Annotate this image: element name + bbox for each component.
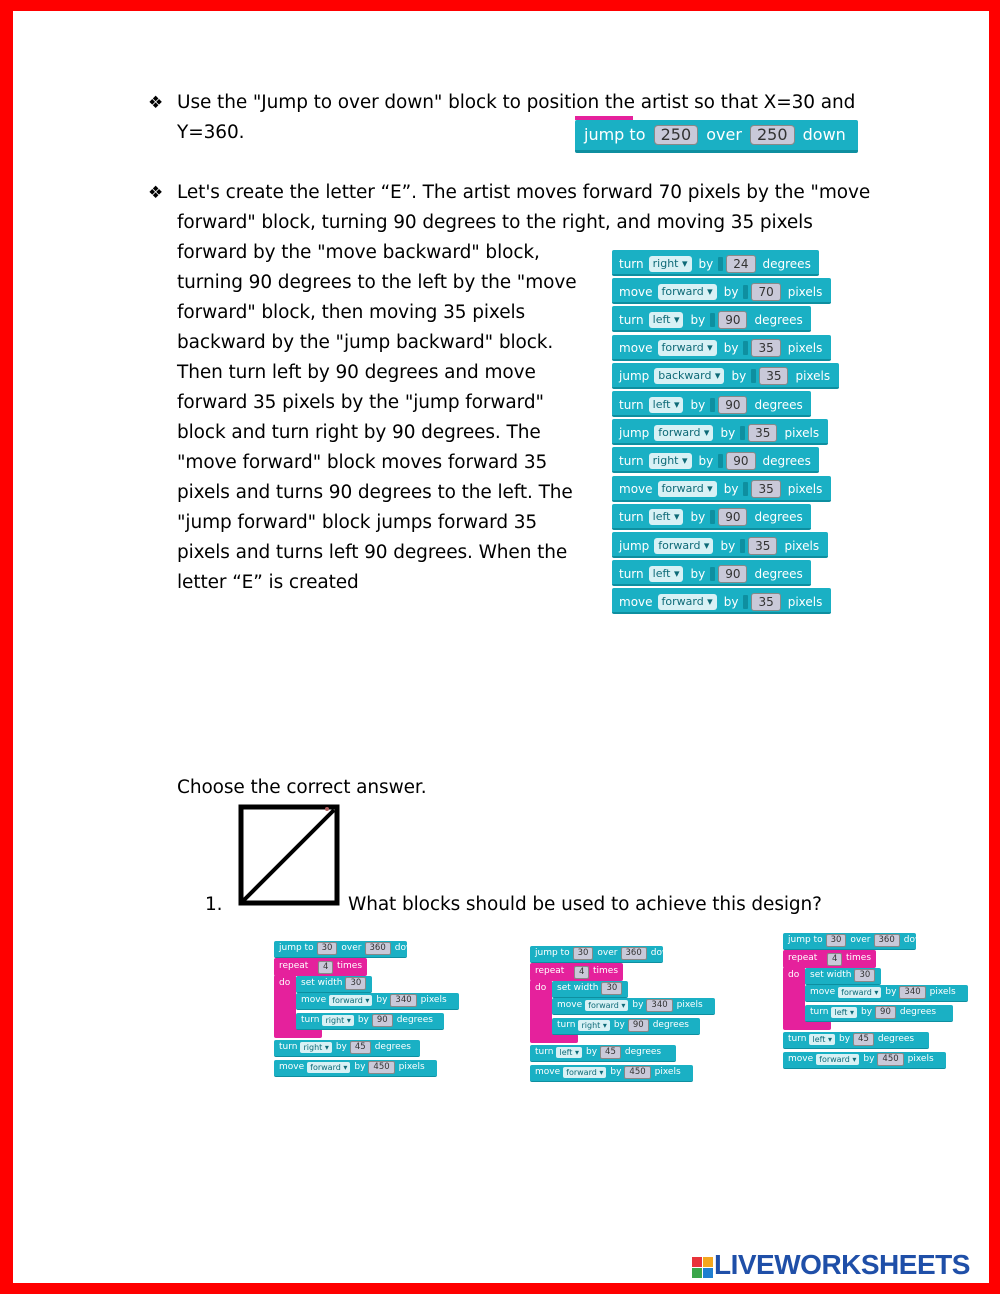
block-verb: turn (557, 1020, 576, 1030)
para2-line: block and turn right by 90 degrees. The (177, 422, 541, 443)
choose-instruction: Choose the correct answer. (177, 777, 427, 798)
times-label: times (846, 953, 872, 963)
by-label: by (698, 256, 714, 271)
set-width-block (552, 981, 628, 998)
socket-notch (710, 313, 715, 327)
unit-label: pixels (795, 369, 831, 384)
direction-dropdown: left ▾ (831, 1007, 857, 1018)
unit-label: pixels (929, 987, 956, 997)
direction-dropdown: forward ▾ (816, 1054, 859, 1065)
unit-label: degrees (374, 1042, 411, 1052)
by-label: by (690, 510, 706, 525)
unit-label: degrees (754, 566, 803, 581)
para2-line: "move forward" block moves forward 35 (177, 452, 548, 473)
code-block (612, 278, 831, 304)
jump-value-down: 360 (621, 947, 647, 960)
direction-dropdown: forward ▾ (654, 425, 713, 441)
jump-to-block (530, 946, 676, 963)
jump-label: jump to (788, 935, 823, 945)
socket-notch (743, 482, 748, 496)
unit-label: degrees (652, 1020, 689, 1030)
block-verb: move (810, 987, 836, 997)
code-block (612, 447, 819, 473)
socket-notch (710, 398, 715, 412)
unit-label: degrees (754, 510, 803, 525)
direction-dropdown: left ▾ (649, 509, 684, 525)
jump-label: jump to (535, 948, 570, 958)
width-value-input: 30 (345, 977, 366, 990)
by-label: by (610, 1067, 622, 1077)
direction-dropdown: right ▾ (322, 1015, 353, 1026)
by-label: by (723, 284, 739, 299)
down-label: down (650, 948, 676, 958)
block-verb: turn (619, 312, 644, 327)
value-input: 450 (624, 1066, 650, 1079)
code-block (783, 1032, 929, 1049)
socket-notch (743, 595, 748, 609)
jump-to-block (575, 120, 858, 153)
repeat-label: repeat (535, 966, 565, 976)
jump-value-down: 250 (750, 125, 795, 145)
unit-label: degrees (754, 397, 803, 412)
code-block (612, 588, 831, 614)
unit-label: degrees (877, 1034, 915, 1044)
block-verb: move (301, 995, 327, 1005)
times-label: times (593, 966, 619, 976)
code-block (612, 363, 839, 389)
by-label: by (586, 1047, 598, 1057)
unit-label: pixels (654, 1067, 681, 1077)
direction-dropdown: right ▾ (578, 1020, 609, 1031)
unit-label: pixels (787, 482, 823, 497)
logo-text: LIVEWORKSHEETS (714, 1249, 970, 1280)
unit-label: degrees (624, 1047, 662, 1057)
do-label: do (535, 983, 547, 993)
repeat-count-input: 4 (318, 961, 333, 974)
para2-line: forward 35 pixels by the "jump forward" (177, 392, 544, 413)
set-width-label: set width (301, 978, 343, 988)
direction-dropdown: left ▾ (649, 566, 684, 582)
code-block (805, 1005, 953, 1022)
value-input: 45 (853, 1033, 874, 1046)
by-label: by (354, 1062, 366, 1072)
code-block (296, 993, 459, 1010)
unit-label: pixels (420, 995, 447, 1005)
repeat-count-input: 4 (827, 953, 842, 966)
code-block (530, 1065, 693, 1082)
jump-value-over: 30 (826, 934, 847, 947)
code-block (612, 335, 831, 361)
direction-dropdown: forward ▾ (658, 481, 717, 497)
unit-label: degrees (899, 1007, 937, 1017)
socket-notch (710, 510, 715, 524)
block-verb: move (535, 1067, 561, 1077)
question-text: What blocks should be used to achieve this design? (348, 894, 822, 915)
by-label: by (861, 1007, 873, 1017)
set-width-block (296, 976, 372, 993)
value-input: 450 (877, 1053, 903, 1066)
block-verb: move (279, 1062, 305, 1072)
para2-line: turning 90 degrees to the left by the "move (177, 272, 577, 293)
block-verb: turn (619, 566, 644, 581)
direction-dropdown: right ▾ (649, 453, 692, 469)
unit-label: pixels (787, 341, 823, 356)
socket-notch (740, 539, 745, 553)
direction-dropdown: forward ▾ (654, 538, 713, 554)
value-input: 90 (875, 1006, 896, 1019)
value-input: 35 (759, 367, 788, 385)
value-input: 90 (718, 311, 747, 329)
unit-label: degrees (396, 1015, 433, 1025)
block-verb: move (619, 341, 653, 356)
para1-line2: Y=360. (177, 122, 245, 143)
answer-option-1 (274, 941, 474, 1086)
unit-label: degrees (762, 453, 811, 468)
value-input: 45 (350, 1041, 371, 1054)
repeat-count-input: 4 (574, 966, 589, 979)
by-label: by (723, 341, 739, 356)
value-input: 90 (718, 508, 747, 526)
repeat-loop-bottom (783, 1021, 831, 1030)
block-verb: move (788, 1054, 814, 1064)
block-verb: turn (788, 1034, 807, 1044)
unit-label: pixels (787, 594, 823, 609)
block-verb: move (557, 1000, 583, 1010)
repeat-label: repeat (788, 953, 818, 963)
unit-label: degrees (762, 256, 811, 271)
by-label: by (335, 1042, 347, 1052)
by-label: by (723, 482, 739, 497)
do-label: do (279, 978, 291, 988)
value-input: 340 (899, 986, 925, 999)
by-label: by (376, 995, 388, 1005)
question-number: 1. (205, 894, 223, 915)
code-block (612, 560, 811, 586)
code-block (274, 1040, 420, 1057)
unit-label: pixels (676, 1000, 703, 1010)
by-label: by (885, 987, 897, 997)
para2-line: Let's create the letter “E”. The artist moves forward 70 pixels by the "move (177, 182, 871, 203)
unit-label: pixels (784, 538, 820, 553)
by-label: by (690, 397, 706, 412)
block-verb: jump (619, 369, 650, 384)
unit-label: pixels (787, 284, 823, 299)
repeat-loop-bottom (530, 1034, 578, 1043)
repeat-loop-bottom (274, 1029, 322, 1038)
code-block (805, 985, 968, 1002)
code-block (783, 1052, 946, 1069)
direction-dropdown: forward ▾ (658, 594, 717, 610)
do-label: do (788, 970, 800, 980)
value-input: 450 (368, 1061, 394, 1074)
answer-option-2 (530, 946, 730, 1091)
jump-label: jump to (279, 943, 314, 953)
jump-label: jump to (584, 125, 646, 144)
jump-value-over: 30 (573, 947, 594, 960)
down-label: down (394, 943, 420, 953)
value-input: 45 (600, 1046, 621, 1059)
socket-notch (718, 257, 723, 271)
direction-dropdown: left ▾ (649, 312, 684, 328)
direction-dropdown: left ▾ (809, 1034, 835, 1045)
by-label: by (720, 538, 736, 553)
by-label: by (839, 1034, 851, 1044)
width-value-input: 30 (601, 982, 622, 995)
value-input: 35 (751, 480, 780, 498)
block-verb: turn (279, 1042, 298, 1052)
unit-label: pixels (784, 425, 820, 440)
para2-line: Then turn left by 90 degrees and move (177, 362, 536, 383)
code-block (296, 1013, 444, 1030)
value-input: 340 (646, 999, 672, 1012)
by-label: by (731, 369, 747, 384)
value-input: 90 (726, 452, 755, 470)
value-input: 35 (751, 339, 780, 357)
socket-notch (743, 285, 748, 299)
code-block (612, 250, 819, 276)
unit-label: pixels (398, 1062, 425, 1072)
direction-dropdown: forward ▾ (658, 340, 717, 356)
unit-label: degrees (754, 312, 803, 327)
code-block (552, 1018, 700, 1035)
set-width-label: set width (557, 983, 599, 993)
code-block (612, 504, 811, 530)
value-input: 35 (751, 593, 780, 611)
code-block (612, 391, 811, 417)
value-input: 35 (748, 537, 777, 555)
jump-value-over: 250 (654, 125, 699, 145)
block-verb: turn (619, 453, 644, 468)
code-block (612, 476, 831, 502)
by-label: by (690, 566, 706, 581)
block-verb: turn (535, 1047, 554, 1057)
socket-notch (751, 369, 756, 383)
para2-line: letter “E” is created (177, 572, 359, 593)
para2-line: forward" block, turning 90 degrees to the right, and moving 35 pixels (177, 212, 813, 233)
answer-option-3 (783, 933, 983, 1078)
jump-to-block (783, 933, 929, 950)
block-verb: turn (810, 1007, 829, 1017)
block-verb: jump (619, 538, 650, 553)
para2-line: forward by the "move backward" block, (177, 242, 540, 263)
code-block (552, 998, 715, 1015)
jump-value-down: 360 (365, 942, 391, 955)
unit-label: pixels (907, 1054, 934, 1064)
direction-dropdown: forward ▾ (307, 1062, 350, 1073)
value-input: 90 (372, 1014, 393, 1027)
block-verb: turn (619, 397, 644, 412)
jump-to-block (274, 941, 420, 958)
direction-dropdown: left ▾ (556, 1047, 582, 1058)
value-input: 90 (628, 1019, 649, 1032)
direction-dropdown: forward ▾ (585, 1000, 628, 1011)
code-block (612, 532, 828, 558)
repeat-label: repeat (279, 961, 309, 971)
jump-value-down: 360 (874, 934, 900, 947)
para2-line: forward" block, then moving 35 pixels (177, 302, 526, 323)
by-label: by (357, 1015, 369, 1025)
para1-line1: Use the "Jump to over down" block to position the artist so that X=30 and (177, 92, 856, 113)
jump-value-over: 30 (317, 942, 338, 955)
code-block (612, 419, 828, 445)
over-label: over (341, 943, 362, 953)
by-label: by (723, 594, 739, 609)
square-diagonal-design (238, 804, 342, 908)
block-verb: jump (619, 425, 650, 440)
by-label: by (720, 425, 736, 440)
set-width-block (805, 968, 881, 985)
bullet-icon: ❖ (148, 183, 164, 203)
code-block (274, 1060, 437, 1077)
direction-dropdown: forward ▾ (658, 284, 717, 300)
socket-notch (743, 341, 748, 355)
direction-dropdown: forward ▾ (563, 1067, 606, 1078)
down-label: down (802, 125, 846, 144)
value-input: 70 (751, 283, 780, 301)
socket-notch (718, 454, 723, 468)
liveworksheets-logo-icon (692, 1257, 714, 1279)
direction-dropdown: forward ▾ (838, 987, 881, 998)
direction-dropdown: right ▾ (649, 256, 692, 272)
value-input: 35 (748, 424, 777, 442)
by-label: by (863, 1054, 875, 1064)
down-label: down (903, 935, 929, 945)
block-verb: turn (619, 510, 644, 525)
by-label: by (698, 453, 714, 468)
socket-notch (740, 426, 745, 440)
times-label: times (337, 961, 363, 971)
block-verb: move (619, 284, 653, 299)
code-block (530, 1045, 676, 1062)
set-width-label: set width (810, 970, 852, 980)
bullet-icon: ❖ (148, 93, 164, 113)
para2-line: backward by the "jump backward" block. (177, 332, 554, 353)
para2-line: pixels and turns 90 degrees to the left. The (177, 482, 573, 503)
by-label: by (613, 1020, 625, 1030)
over-label: over (597, 948, 618, 958)
para2-line: pixels and turns left 90 degrees. When the (177, 542, 568, 563)
value-input: 340 (390, 994, 416, 1007)
value-input: 90 (718, 565, 747, 583)
socket-notch (710, 567, 715, 581)
direction-dropdown: backward ▾ (654, 368, 724, 384)
block-verb: turn (301, 1015, 320, 1025)
over-label: over (706, 125, 742, 144)
direction-dropdown: forward ▾ (329, 995, 372, 1006)
value-input: 90 (718, 396, 747, 414)
by-label: by (632, 1000, 644, 1010)
width-value-input: 30 (854, 969, 875, 982)
by-label: by (690, 312, 706, 327)
value-input: 24 (726, 255, 755, 273)
over-label: over (850, 935, 871, 945)
block-verb: move (619, 482, 653, 497)
para2-line: "jump forward" block jumps forward 35 (177, 512, 538, 533)
code-block (612, 306, 811, 332)
block-verb: move (619, 594, 653, 609)
direction-dropdown: right ▾ (300, 1042, 331, 1053)
block-verb: turn (619, 256, 644, 271)
direction-dropdown: left ▾ (649, 397, 684, 413)
